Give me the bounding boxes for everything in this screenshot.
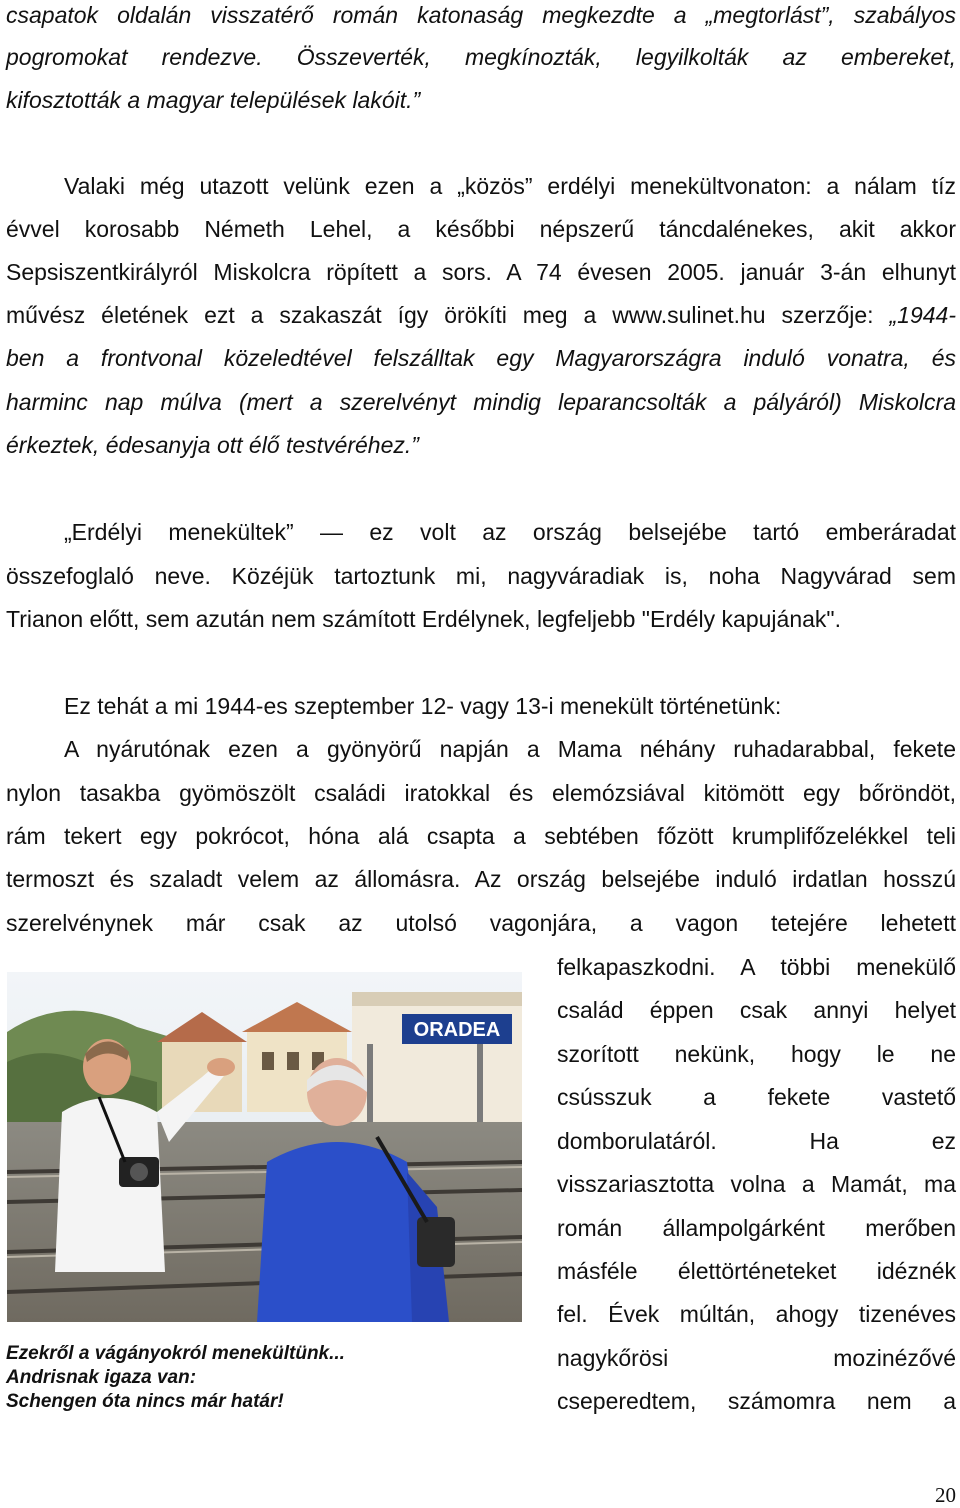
column-line: román állampolgárként merőben	[557, 1215, 956, 1241]
column-line: visszariasztotta volna a Mamát, ma	[557, 1171, 956, 1197]
column-line: csússzuk a fekete vastető	[557, 1084, 956, 1110]
station-photo-illustration	[7, 972, 522, 1322]
caption-line: Schengen óta nincs már határ!	[6, 1391, 284, 1412]
section-intro: Ez tehát a mi 1944-es szeptember 12- vagy 13-i menekült történetünk:	[64, 693, 782, 719]
text-line: kifosztották a magyar települések lakóit.”	[6, 87, 421, 113]
text-line: A nyárutónak ezen a gyönyörű napján a Mama néhány ruhadarabbal, fekete	[64, 736, 956, 762]
column-line: fel. Évek múltán, ahogy tizenéves	[557, 1301, 956, 1327]
station-sign-text: ORADEA	[413, 1019, 501, 1041]
station-photo	[7, 972, 522, 1322]
text-span: művész életének ezt a szakaszát így örökíti meg a www.sulinet.hu szerzője:	[6, 302, 890, 328]
text-line: Trianon előtt, sem azután nem számított Erdélynek, legfeljebb "Erdély kapujának".	[6, 606, 841, 632]
text-line: szerelvénynek már csak az utolsó vagonjára, a vagon tetejére lehetett	[6, 910, 956, 936]
text-line: ben a frontvonal közeledtével felszálltak egy Magyarországra induló vonatra, és	[6, 345, 956, 371]
text-line: harminc nap múlva (mert a szerelvényt mindig leparancsolták a pályáról) Miskolcra	[6, 389, 956, 415]
text-line: érkeztek, édesanyja ott élő testvéréhez.”	[6, 432, 419, 458]
column-line: felkapaszkodni. A többi menekülő	[557, 954, 956, 980]
page-number: 20	[935, 1483, 956, 1507]
text-line: évvel korosabb Németh Lehel, a későbbi népszerű táncdalénekes, akit akkor	[6, 216, 956, 242]
column-line: domborulatáról. Ha ez	[557, 1128, 956, 1154]
column-line: szorított nekünk, hogy le ne	[557, 1041, 956, 1067]
caption-line: Andrisnak igaza van:	[6, 1367, 197, 1388]
column-line: másféle élettörténeteket idéznék	[557, 1258, 956, 1284]
text-line: összefoglaló neve. Közéjük tartoztunk mi, nagyváradiak is, noha Nagyvárad sem	[6, 563, 956, 589]
column-line: cseperedtem, számomra nem a	[557, 1388, 956, 1414]
quote-start: „1944-	[889, 302, 956, 328]
column-line: család éppen csak annyi helyet	[557, 997, 956, 1023]
text-line: „Erdélyi menekültek” — ez volt az ország belsejébe tartó emberáradat	[64, 519, 956, 545]
column-line: nagykőrösi mozinézővé	[557, 1345, 956, 1371]
text-line: Valaki még utazott velünk ezen a „közös” erdélyi menekültvonaton: a nálam tíz	[64, 173, 956, 199]
text-line: csapatok oldalán visszatérő román katonaság megkezdte a „megtorlást”, szabályos	[6, 2, 956, 28]
text-line: rám tekert egy pokrócot, hóna alá csapta a sebtében főzött krumplifőzelékkel teli	[6, 823, 956, 849]
caption-line: Ezekről a vágányokról menekültünk...	[6, 1343, 345, 1364]
text-line: nylon tasakba gyömöszölt családi iratokkal és elemózsiával kitömött egy bőröndöt,	[6, 780, 956, 806]
photo-caption	[6, 1342, 526, 1414]
text-line: Sepsiszentkirályról Miskolcra röpített a sors. A 74 évesen 2005. január 3-án elhunyt	[6, 259, 956, 285]
text-line: termoszt és szaladt velem az állomásra. Az ország belsejébe induló irdatlan hosszú	[6, 866, 956, 892]
text-line	[6, 300, 956, 330]
text-line: pogromokat rendezve. Összeverték, megkínozták, legyilkolták az embereket,	[6, 44, 956, 70]
